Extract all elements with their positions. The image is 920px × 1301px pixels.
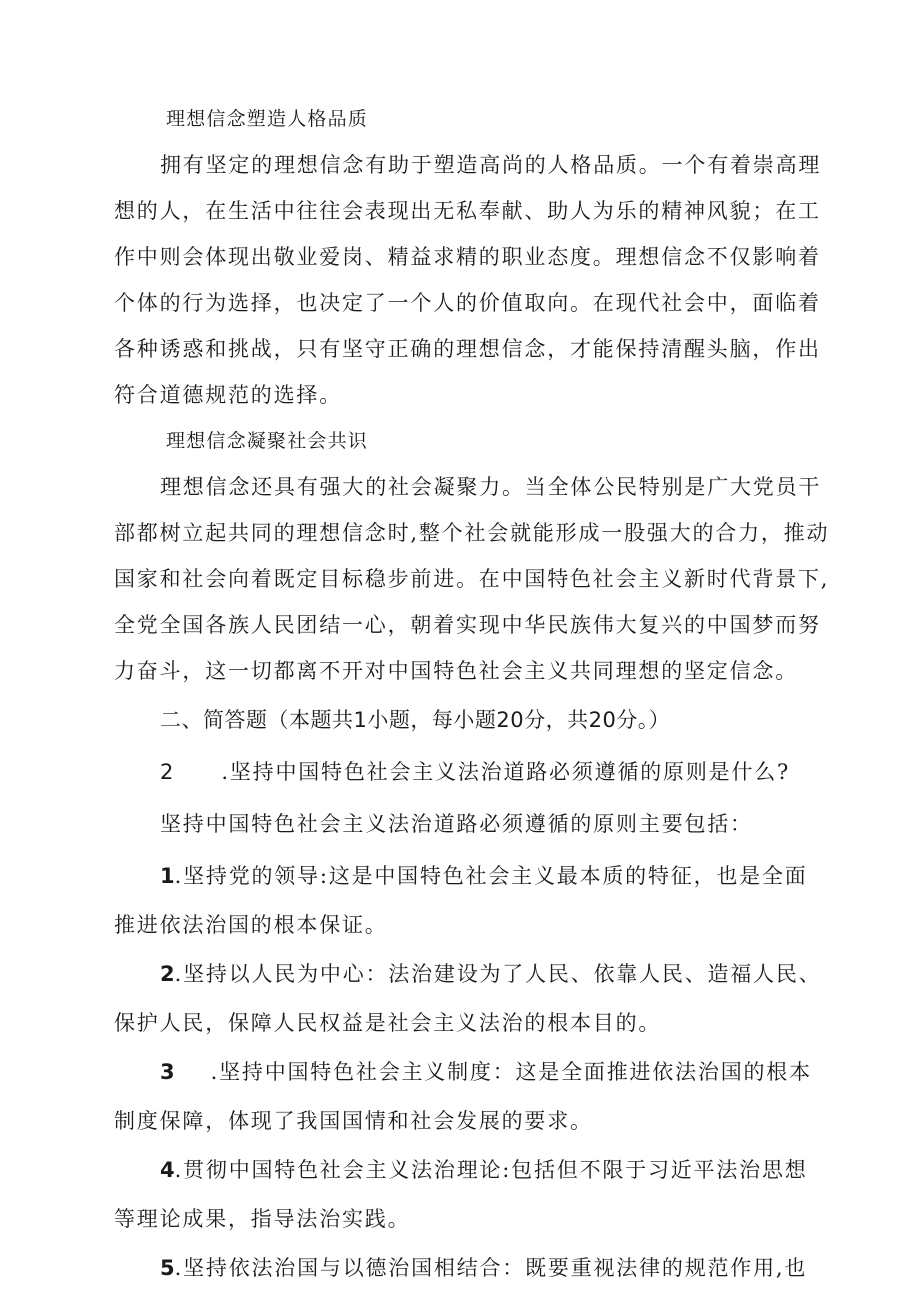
paragraph-line: 符合道德规范的选择。 xyxy=(114,383,342,407)
answer-item-first-line xyxy=(114,948,836,1000)
question-text: .坚持中国特色社会主义法治道路必须遵循的原则是什么? xyxy=(221,760,791,784)
question-number: 2 xyxy=(160,760,174,784)
paragraph-ideals-character xyxy=(114,142,836,418)
paragraph-line: 全党全国各族人民团结一心，朝着实现中华民族伟大复兴的中国梦而努 xyxy=(114,613,821,637)
item-text: .坚持党的领导:这是中国特色社会主义最本质的特征，也是全面 xyxy=(174,864,808,888)
section-title-short-answer: 二、简答题（本题共1小题，每小题20分，共20分。） xyxy=(160,708,671,732)
item-number: 3 xyxy=(160,1060,175,1084)
answer-item-first-line xyxy=(114,850,836,902)
item-number: 4 xyxy=(160,1158,175,1182)
answer-item-first-line xyxy=(114,1242,836,1294)
paragraph-line: 拥有坚定的理想信念有助于塑造高尚的人格品质。一个有着崇高理 xyxy=(160,153,822,177)
paragraph-line: 理想信念还具有强大的社会凝聚力。当全体公民特别是广大党员干 xyxy=(160,475,822,499)
answer-item-continuation: 推进依法治国的根本保证。 xyxy=(114,913,388,937)
answer-intro: 坚持中国特色社会主义法治道路必须遵循的原则主要包括： xyxy=(160,812,753,836)
paragraph-line: 个体的行为选择，也决定了一个人的价值取向。在现代社会中，面临着 xyxy=(114,291,821,315)
document-page xyxy=(114,96,836,1294)
answer-item-continuation: 等理论成果，指导法治实践。 xyxy=(114,1207,411,1231)
answer-item-3 xyxy=(114,1046,836,1144)
item-text: .坚持以人民为中心：法治建设为了人民、依靠人民、造福人民、 xyxy=(174,962,822,986)
answer-item-5 xyxy=(114,1242,836,1294)
paragraph-ideals-cohesion xyxy=(114,464,836,694)
item-text: .坚持依法治国与以德治国相结合：既要重视法律的规范作用,也 xyxy=(174,1256,808,1280)
item-number: 1 xyxy=(160,864,175,888)
answer-item-first-line xyxy=(114,1144,836,1196)
paragraph-line: 想的人，在生活中往往会表现出无私奉献、助人为乐的精神风貌；在工 xyxy=(114,199,821,223)
subhead-ideals-shape-character: 理想信念塑造人格品质 xyxy=(166,108,369,130)
paragraph-line: 力奋斗，这一切都离不开对中国特色社会主义共同理想的坚定信念。 xyxy=(114,659,798,683)
answer-item-4 xyxy=(114,1144,836,1242)
answer-item-continuation: 制度保障，体现了我国国情和社会发展的要求。 xyxy=(114,1109,593,1133)
question-2 xyxy=(114,746,836,798)
answer-item-continuation: 保护人民，保障人民权益是社会主义法治的根本目的。 xyxy=(114,1011,662,1035)
paragraph-line: 作中则会体现出敬业爱岗、精益求精的职业态度。理想信念不仅影响着 xyxy=(114,245,821,269)
paragraph-line: 部都树立起共同的理想信念时,整个社会就能形成一股强大的合力，推动 xyxy=(114,521,830,545)
item-number: 5 xyxy=(160,1256,175,1280)
item-text: .坚持中国特色社会主义制度：这是全面推进依法治国的根本 xyxy=(210,1060,812,1084)
answer-item-first-line xyxy=(114,1046,836,1098)
answer-item-2 xyxy=(114,948,836,1046)
answer-item-1 xyxy=(114,850,836,948)
subhead-ideals-unite-society: 理想信念凝聚社会共识 xyxy=(166,430,369,452)
item-number: 2 xyxy=(160,962,175,986)
item-text: .贯彻中国特色社会主义法治理论:包括但不限于习近平法治思想 xyxy=(174,1158,808,1182)
paragraph-line: 国家和社会向着既定目标稳步前进。在中国特色社会主义新时代背景下, xyxy=(114,567,830,591)
paragraph-line: 各种诱惑和挑战，只有坚守正确的理想信念，才能保持清醒头脑，作出 xyxy=(114,337,821,361)
